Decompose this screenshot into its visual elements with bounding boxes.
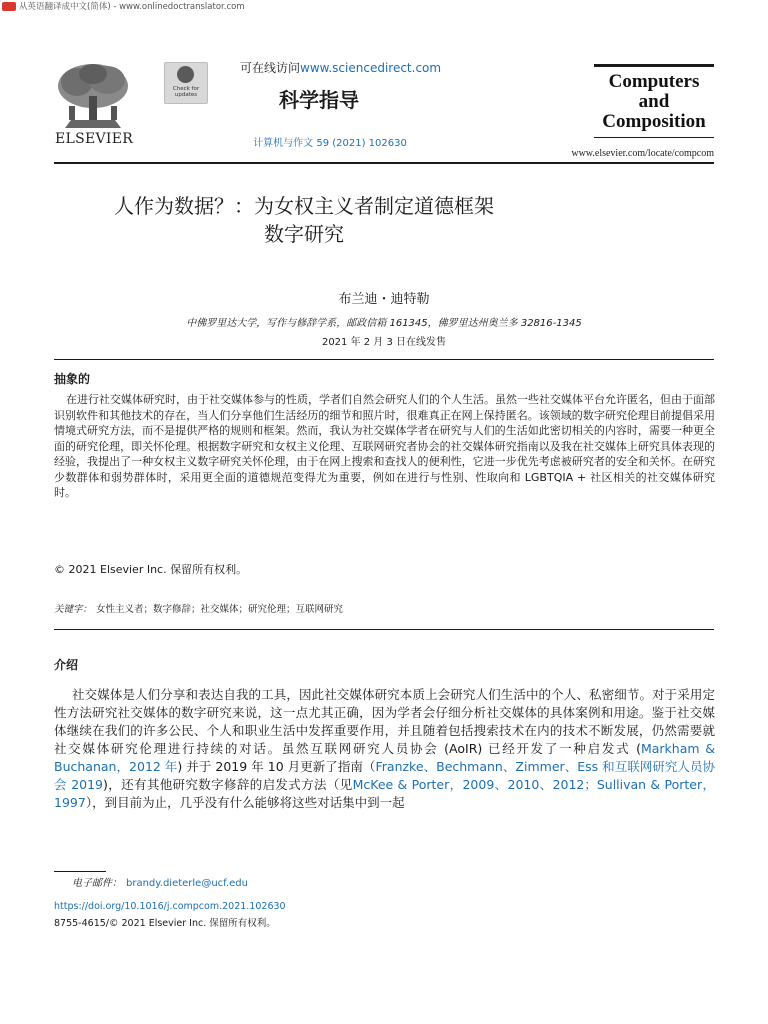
available-online bbox=[240, 59, 441, 76]
keywords-bottom-divider bbox=[54, 629, 714, 630]
journal-logo-line-1: Computers bbox=[608, 71, 700, 92]
article-title-line-2: 数字研究 bbox=[264, 222, 344, 246]
article-title-line-1: 人作为数据？：为女权主义者制定道德框架 bbox=[114, 194, 494, 218]
author-name: 布兰迪・迪特勒 bbox=[338, 292, 430, 307]
email-link[interactable]: brandy.dieterle@ucf.edu bbox=[126, 878, 248, 889]
keywords-label: 关键字： bbox=[54, 604, 93, 615]
intro-text-part-1: 社交媒体是人们分享和表达自我的工具，因此社交媒体研究本质上会研究人们生活中的个人、私密细节。对于采用定性方法研究社交媒体的数字研究来说，这一点尤其正确，因为学者会仔细分析社交媒体的具体案例和用途。鉴于社交媒体继续在我们的许多公民、个人和职业生活中发挥重要作用，并且随着包括搜索技术在内的技术不断发展，仍然需要就社交媒体研究伦理进行持续的对话。虽然互联网研究人员协会 (AoIR) 已经开发了一种启发式 ( bbox=[54, 687, 715, 756]
keywords-text: 女性主义者；数字修辞；社交媒体；研究伦理；互联网研究 bbox=[96, 604, 344, 615]
abstract-copyright: © 2021 Elsevier Inc. 保留所有权利。 bbox=[54, 563, 248, 576]
translator-banner[interactable] bbox=[0, 0, 245, 12]
elsevier-wordmark: ELSEVIER bbox=[55, 131, 134, 147]
article-title bbox=[54, 192, 554, 248]
intro-text-part-3: )，还有其他研究数字修辞的启发式方法（见 bbox=[103, 777, 353, 792]
doi-link[interactable]: https://doi.org/10.1016/j.compcom.2021.102630 bbox=[54, 901, 286, 912]
abstract-text: 在进行社交媒体研究时，由于社交媒体参与的性质，学者们自然会研究人们的个人生活。虽然一些社交媒体平台允许匿名，但由于面部识别软件和其他技术的存在，当人们分享他们生活经历的细节和照片时，很难真正在网上保持匿名。该领域的数字研究伦理目前提倡采用情境式研究方法，而不是提供严格的规则和框架。然而，我认为社交媒体学者在研究与人们的生活如此密切相关的内容时，需要一种更全面的研究伦理，即关怀伦理。根据数字研究和女权主义伦理、互联网研究者协会的社交媒体研究指南以及我在社交媒体上研究具体表现的经验，我提出了一种女权主义数字研究关怀伦理，由于在网上搜索和查找人的便利性，它进一步优先考虑被研究者的安全和关怀。在研究少数群体和弱势群体时，采用更全面的道德规范变得尤为重要，例如在进行与性别、性取向和 LGBTQIA + 社区相关的社交媒体研究时。 bbox=[54, 393, 715, 499]
corresponding-email bbox=[72, 874, 248, 889]
citation-mckee-porter[interactable]: McKee & Porter，2009、2010、2012；Sullivan & Porter，1997 bbox=[54, 777, 715, 810]
abstract-heading: 抽象的 bbox=[54, 372, 91, 386]
journal-logo-line-3: Composition bbox=[602, 111, 706, 132]
translator-logo-icon bbox=[2, 2, 16, 11]
keywords bbox=[54, 601, 343, 615]
intro-text-part-4: ），到目前为止，几乎没有什么能够将这些对话集中到一起 bbox=[85, 795, 405, 810]
sciencedirect-title: 科学指导 bbox=[279, 88, 359, 112]
check-for-updates-badge[interactable] bbox=[164, 62, 208, 104]
intro-text-part-2: ) 并于 2019 年 10 月更新了指南（ bbox=[177, 759, 376, 774]
available-prefix: 可在线访问 bbox=[240, 61, 301, 75]
check-for-updates-label: Check for updates bbox=[172, 86, 200, 98]
citation-markham-buchanan[interactable]: Markham & Buchanan，2012 年 bbox=[54, 741, 715, 774]
translator-banner-text[interactable]: 从英语翻译成中文(简体) - www.onlinedoctranslator.com bbox=[19, 2, 245, 12]
issn-copyright: 8755-4615/© 2021 Elsevier Inc. 保留所有权利。 bbox=[54, 918, 276, 929]
journal-reference-link[interactable]: 计算机与作文 59 (2021) 102630 bbox=[253, 138, 407, 149]
footnote-divider bbox=[54, 871, 106, 872]
crossmark-icon bbox=[177, 66, 194, 83]
header-divider bbox=[54, 162, 714, 164]
author-affiliation: 中佛罗里达大学，写作与修辞学系，邮政信箱 161345，佛罗里达州奥兰多 32816-1345 bbox=[186, 318, 582, 329]
journal-homepage-url[interactable]: www.elsevier.com/locate/compcom bbox=[571, 148, 714, 159]
online-date: 2021 年 2 月 3 日在线发售 bbox=[321, 337, 447, 348]
introduction-heading: 介绍 bbox=[54, 658, 79, 672]
journal-logo bbox=[594, 64, 714, 138]
introduction-paragraph bbox=[54, 686, 715, 812]
abstract-top-divider bbox=[54, 359, 714, 360]
elsevier-tree-logo-icon bbox=[55, 62, 131, 132]
journal-logo-line-2: and bbox=[638, 91, 670, 112]
citation-franzke[interactable]: Franzke、Bechmann、Zimmer、Ess 和互联网研究人员协会 2019 bbox=[54, 759, 715, 792]
sciencedirect-link[interactable]: www.sciencedirect.com bbox=[300, 61, 442, 75]
email-label: 电子邮件： bbox=[72, 878, 122, 889]
